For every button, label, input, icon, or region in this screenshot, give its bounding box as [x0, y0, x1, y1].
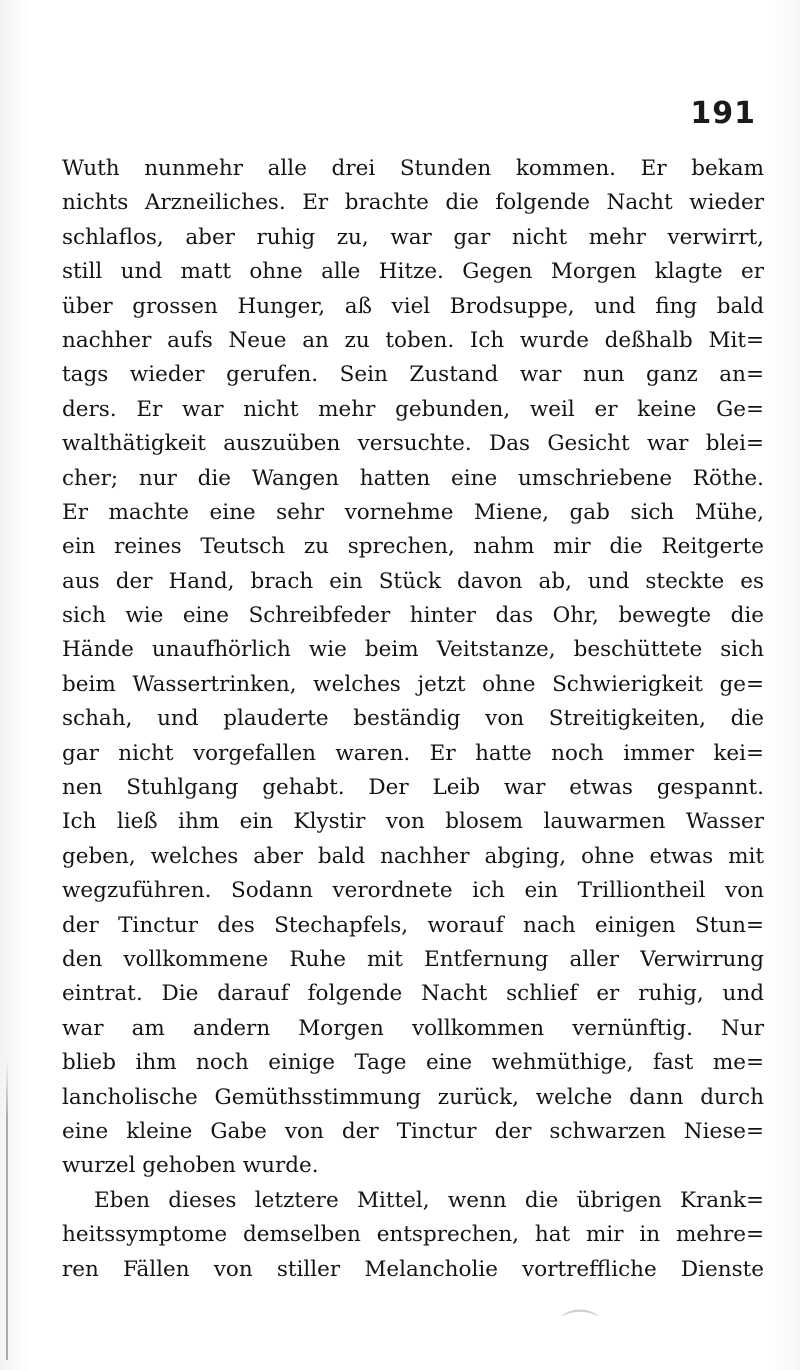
text-line: wurzel gehoben wurde. [62, 1153, 319, 1179]
text-line: tags wieder gerufen. Sein Zustand war nun ganz an= [62, 362, 764, 388]
text-line: ren Fällen von stiller Melancholie vortreffliche Dienste [62, 1256, 764, 1282]
page-number: 191 [690, 96, 756, 131]
text-line: der Tinctur des Stechapfels, worauf nach einigen Stun= [62, 912, 764, 938]
text-line: wegzuführen. Sodann verordnete ich ein Trilliontheil von [62, 878, 764, 904]
text-line: Er machte eine sehr vornehme Miene, gab sich Mühe, [62, 499, 764, 525]
text-line: schlaflos, aber ruhig zu, war gar nicht mehr verwirrt, [62, 224, 764, 250]
text-line: walthätigkeit auszuüben versuchte. Das Gesicht war blei= [62, 431, 764, 457]
text-line: sich wie eine Schreibfeder hinter das Ohr, bewegte die [62, 603, 764, 629]
text-line: über grossen Hunger, aß viel Brodsuppe, und fing bald [62, 293, 764, 319]
text-line: nachher aufs Neue an zu toben. Ich wurde deßhalb Mit= [62, 327, 764, 353]
text-line: eine kleine Gabe von der Tinctur der schwarzen Niese= [62, 1118, 764, 1144]
text-line: geben, welches aber bald nachher abging, ohne etwas mit [62, 843, 764, 869]
text-line: nichts Arzneiliches. Er brachte die folgende Nacht wieder [62, 190, 764, 216]
text-line: schah, und plauderte beständig von Streitigkeiten, die [62, 706, 764, 732]
text-line: den vollkommene Ruhe mit Entfernung aller Verwirrung [62, 946, 764, 972]
body-text [62, 152, 764, 1287]
text-line: war am andern Morgen vollkommen vernünftig. Nur [62, 1015, 764, 1041]
text-line: nen Stuhlgang gehabt. Der Leib war etwas gespannt. [62, 775, 764, 801]
text-line: aus der Hand, brach ein Stück davon ab, und steckte es [62, 568, 764, 594]
text-line: beim Wassertrinken, welches jetzt ohne Schwierigkeit ge= [62, 671, 764, 697]
text-line: Hände unaufhörlich wie beim Veitstanze, beschüttete sich [62, 637, 764, 663]
text-line: Eben dieses letztere Mittel, wenn die übrigen Krank= [94, 1187, 764, 1213]
text-line: lancholische Gemüthsstimmung zurück, welche dann durch [62, 1084, 764, 1110]
text-line: ein reines Teutsch zu sprechen, nahm mir die Reitgerte [62, 534, 764, 560]
text-line: Ich ließ ihm ein Klystir von blosem lauwarmen Wasser [62, 809, 764, 835]
text-line: still und matt ohne alle Hitze. Gegen Morgen klagte er [62, 259, 764, 285]
text-line: blieb ihm noch einige Tage eine wehmüthige, fast me= [62, 1050, 764, 1076]
bleed-through-mark: ⌒ [562, 1308, 599, 1349]
text-line: ders. Er war nicht mehr gebunden, weil er keine Ge= [62, 396, 764, 422]
text-line: eintrat. Die darauf folgende Nacht schlief er ruhig, und [62, 981, 764, 1007]
text-line: Wuth nunmehr alle drei Stunden kommen. Er bekam [62, 156, 764, 181]
text-line: gar nicht vorgefallen waren. Er hatte noch immer kei= [62, 740, 764, 766]
page-edge-shadow [6, 1060, 8, 1360]
text-line: heitssymptome demselben entsprechen, hat mir in mehre= [62, 1222, 764, 1248]
text-line: cher; nur die Wangen hatten eine umschriebene Röthe. [62, 465, 764, 491]
